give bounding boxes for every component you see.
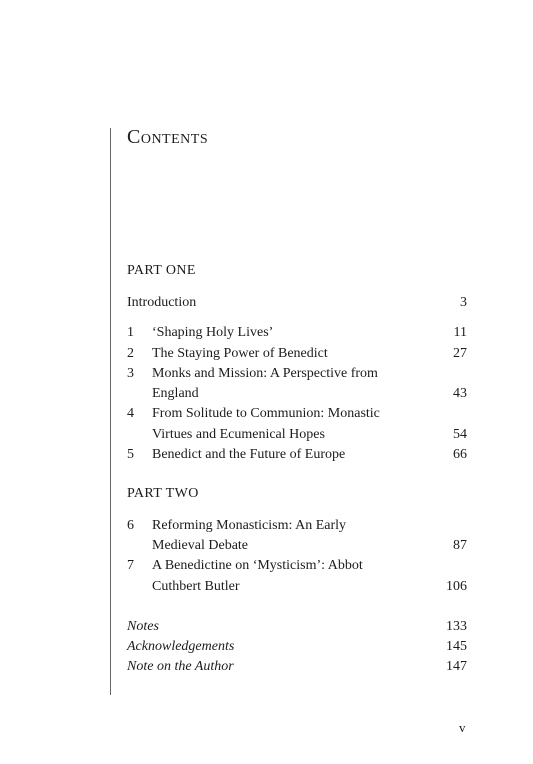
page-folio: v (459, 720, 466, 735)
part-heading-one: PART ONE (127, 263, 196, 278)
chapter-number: 5 (127, 447, 134, 462)
toc-entry-chapter-4-continued (127, 425, 467, 445)
toc-entry-page: 66 (453, 447, 467, 462)
toc-entry-acknowledgements (127, 637, 467, 657)
toc-entry-title: Reforming Monasticism: An Early (152, 518, 347, 533)
toc-entry-page: 11 (453, 325, 467, 340)
toc-entry-chapter-7-continued (127, 577, 467, 597)
page-title: Contents (127, 126, 209, 148)
chapter-number: 1 (127, 325, 134, 340)
toc-entry-page: 43 (453, 386, 467, 401)
toc-entry-chapter-4 (127, 404, 467, 424)
part-heading-two: PART TWO (127, 486, 199, 501)
toc-entry-title: Acknowledgements (127, 639, 235, 654)
toc-entry-title: A Benedictine on ‘Mysticism’: Abbot (152, 558, 363, 573)
chapter-number: 4 (127, 406, 134, 421)
chapter-number: 6 (127, 518, 134, 533)
toc-entry-page: 3 (460, 295, 467, 310)
toc-entry-title: Notes (127, 619, 159, 634)
toc-entry-notes (127, 617, 467, 637)
toc-entry-chapter-3-continued (127, 384, 467, 404)
toc-entry-page: 145 (446, 639, 467, 654)
toc-entry-page: 147 (446, 659, 467, 674)
toc-entry-page: 27 (453, 346, 467, 361)
toc-entry-title-continued: Virtues and Ecumenical Hopes (152, 427, 325, 442)
toc-entry-title: The Staying Power of Benedict (152, 346, 328, 361)
toc-entry-page: 106 (446, 579, 467, 594)
toc-entry-chapter-1 (127, 323, 467, 343)
toc-entry-title: Monks and Mission: A Perspective from (152, 366, 378, 381)
toc-entry-chapter-3 (127, 364, 467, 384)
chapter-number: 3 (127, 366, 134, 381)
toc-entry-title: Benedict and the Future of Europe (152, 447, 346, 462)
chapter-number: 2 (127, 346, 134, 361)
toc-entry-chapter-5 (127, 445, 467, 465)
toc-entry-note-on-author (127, 657, 467, 677)
toc-entry-chapter-6-continued (127, 536, 467, 556)
toc-entry-chapter-2 (127, 344, 467, 364)
toc-entry-title: From Solitude to Communion: Monastic (152, 406, 380, 421)
toc-entry-title: ‘Shaping Holy Lives’ (152, 325, 274, 340)
toc-entry-title: Introduction (127, 295, 197, 310)
toc-entry-page: 54 (453, 427, 467, 442)
toc-entry-chapter-7 (127, 556, 467, 576)
toc-entry-title-continued: Medieval Debate (152, 538, 249, 553)
toc-entry-chapter-6 (127, 516, 467, 536)
toc-entry-title: Note on the Author (127, 659, 234, 674)
toc-entry-introduction (127, 293, 467, 313)
vertical-rule (110, 128, 111, 695)
toc-entry-title-continued: Cuthbert Butler (152, 579, 240, 594)
toc-entry-page: 133 (446, 619, 467, 634)
toc-entry-title-continued: England (152, 386, 199, 401)
chapter-number: 7 (127, 558, 134, 573)
toc-entry-page: 87 (453, 538, 467, 553)
